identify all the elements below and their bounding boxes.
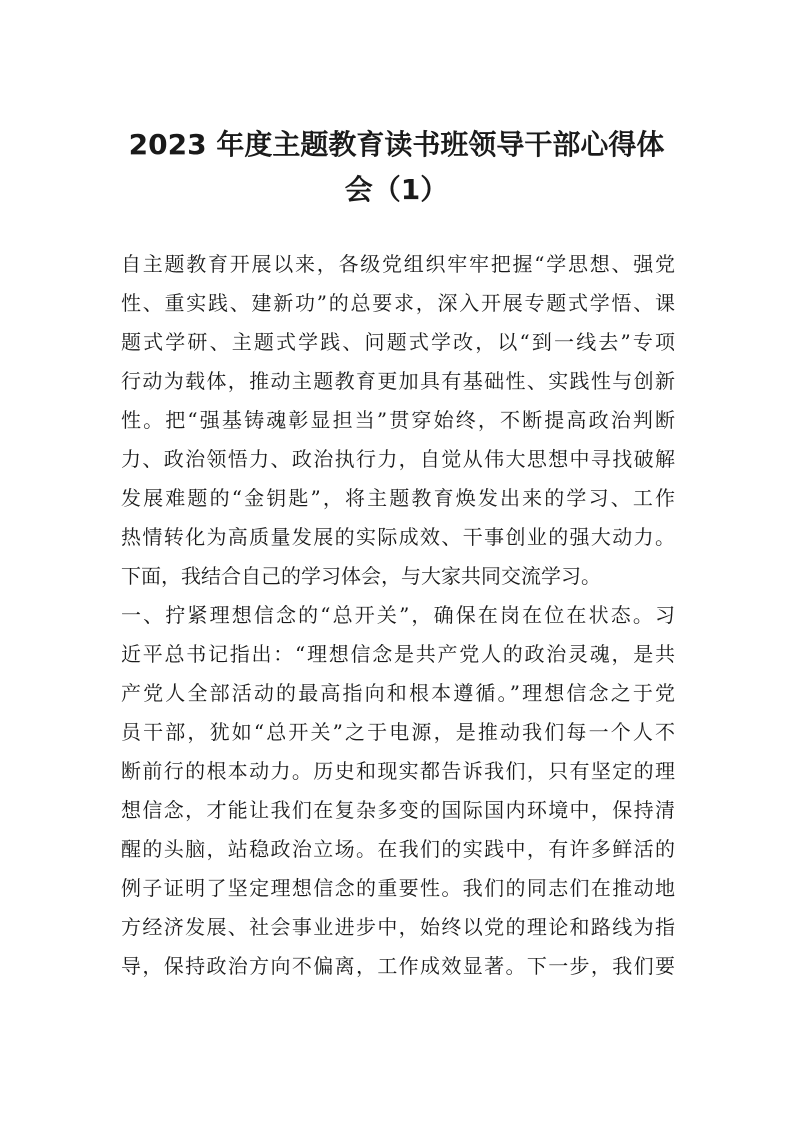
body-line: 近平总书记指出：“理想信念是共产党人的政治灵魂，是共 [121, 642, 675, 666]
document-title-line-2: 会（1） [344, 173, 449, 206]
body-line: 力、政治领悟力、政治执行力，自觉从伟大思想中寻找破解 [121, 447, 675, 471]
body-line: 方经济发展、社会事业进步中，始终以党的理论和路线为指 [121, 915, 675, 939]
body-line: 员干部，犹如“总开关”之于电源，是推动我们每一个人不 [121, 720, 675, 744]
body-line: 行动为载体，推动主题教育更加具有基础性、实践性与创新 [121, 369, 675, 393]
body-line: 一、拧紧理想信念的“总开关”，确保在岗在位在状态。习 [121, 603, 675, 627]
body-line: 热情转化为高质量发展的实际成效、干事创业的强大动力。 [121, 525, 675, 549]
body-line: 醒的头脑，站稳政治立场。在我们的实践中，有许多鲜活的 [121, 837, 675, 861]
body-line: 题式学研、主题式学践、问题式学改，以“到一线去”专项 [121, 330, 675, 354]
document-title-line-1: 2023 年度主题教育读书班领导干部心得体 [128, 128, 665, 161]
body-line: 想信念，才能让我们在复杂多变的国际国内环境中，保持清 [121, 798, 675, 822]
body-line: 产党人全部活动的最高指向和根本遵循。”理想信念之于党 [121, 681, 675, 705]
body-line: 导，保持政治方向不偏离，工作成效显著。下一步，我们要 [121, 954, 675, 978]
body-line: 下面，我结合自己的学习体会，与大家共同交流学习。 [121, 564, 601, 588]
body-line: 自主题教育开展以来，各级党组织牢牢把握“学思想、强党 [121, 252, 675, 276]
body-line: 发展难题的“金钥匙”，将主题教育焕发出来的学习、工作 [121, 486, 675, 510]
body-line: 性。把“强基铸魂彰显担当”贯穿始终，不断提高政治判断 [121, 408, 675, 432]
body-line: 例子证明了坚定理想信念的重要性。我们的同志们在推动地 [121, 876, 675, 900]
body-line: 性、重实践、建新功”的总要求，深入开展专题式学悟、课 [121, 291, 675, 315]
body-line: 断前行的根本动力。历史和现实都告诉我们，只有坚定的理 [121, 759, 675, 783]
